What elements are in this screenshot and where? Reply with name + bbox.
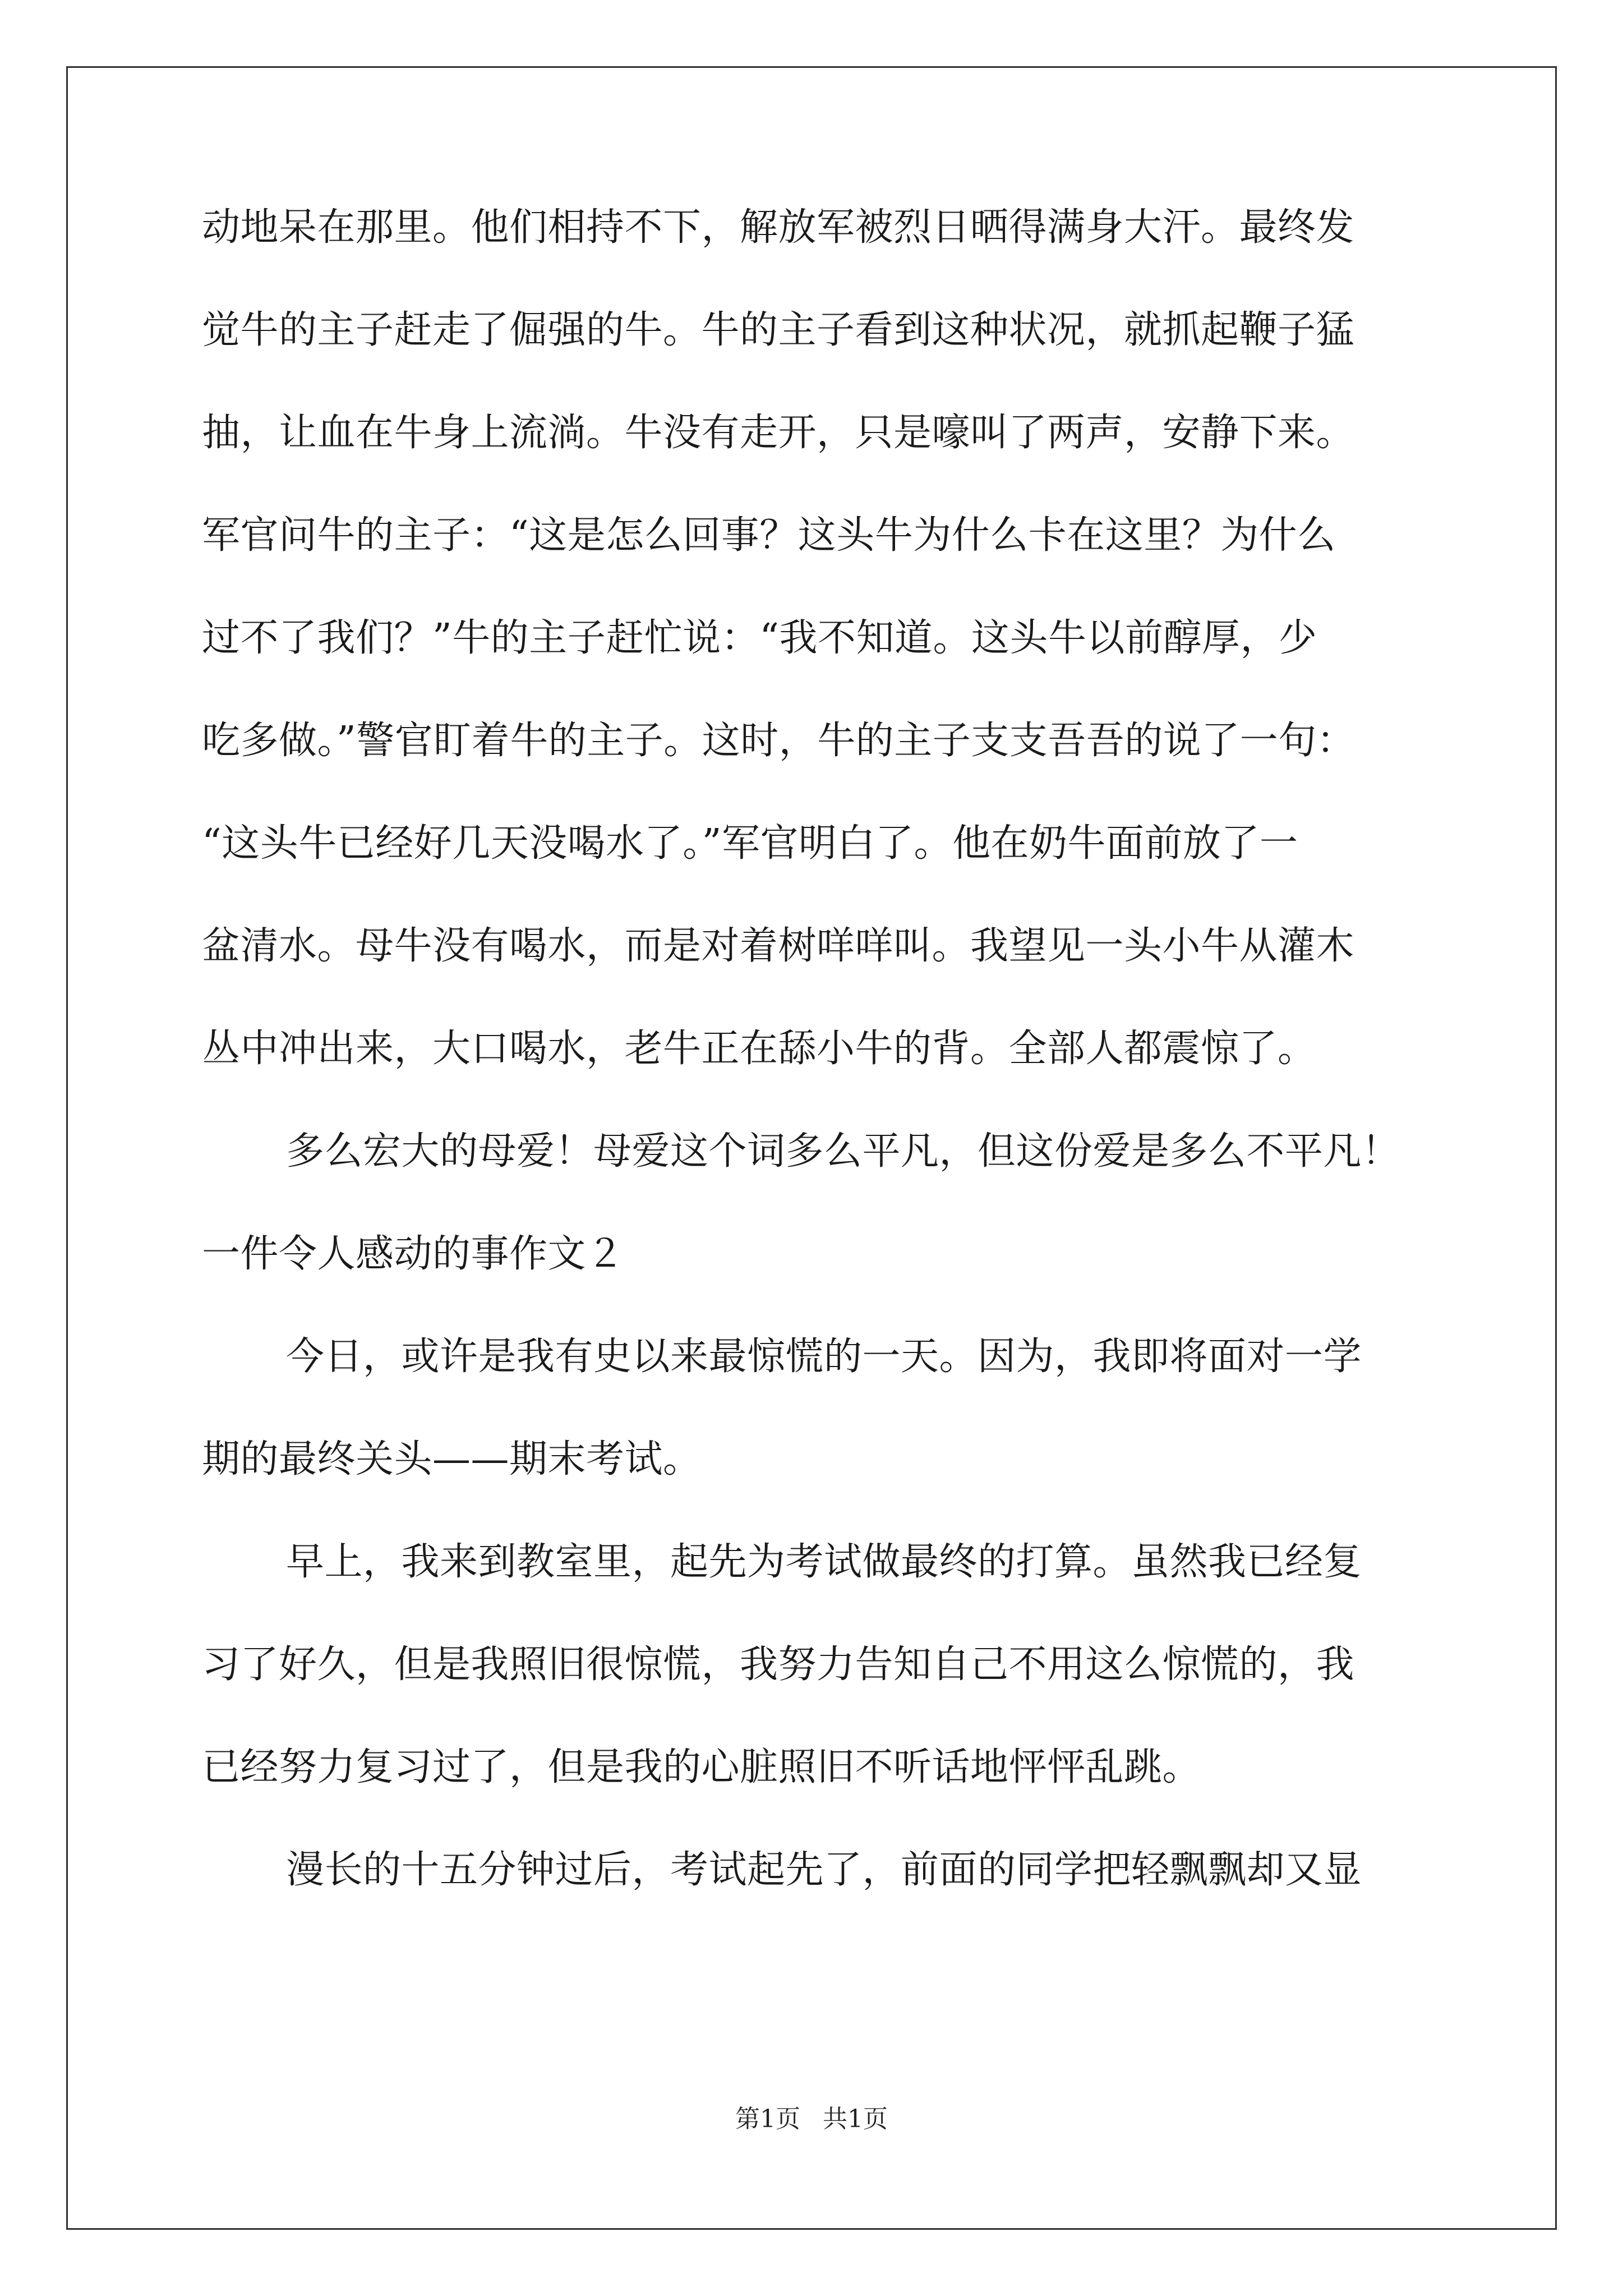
text-line: 习了好久，但是我照旧很惊慌，我努力告知自己不用这么惊慌的，我 [202,1642,1355,1687]
text-line: 过不了我们？”牛的主子赶忙说：“我不知道。这头牛以前醇厚，少 [202,616,1317,660]
section-heading: 一件令人感动的事作文２ [202,1232,625,1276]
page-number: 第1页 [735,2105,800,2133]
paragraph-first-line: 多么宏大的母爱！母爱这个词多么平凡，但这份爱是多么不平凡！ [286,1129,1400,1174]
text-line: “这头牛已经好几天没喝水了。”军官明白了。他在奶牛面前放了一 [202,821,1298,866]
paragraph-first-line: 早上，我来到教室里，起先为考试做最终的打算。虽然我已经复 [286,1540,1362,1584]
text-line: 吃多做。”警官盯着牛的主子。这时，牛的主子支支吾吾的说了一句： [202,719,1355,763]
text-line: 期的最终关头——期末考试。 [202,1437,702,1481]
text-line: 已经努力复习过了，但是我的心脏照旧不听话地怦怦乱跳。 [202,1745,1201,1789]
text-line: 丛中冲出来，大口喝水，老牛正在舔小牛的背。全部人都震惊了。 [202,1027,1316,1071]
text-line: 军官问牛的主子：“这是怎么回事？这头牛为什么卡在这里？为什么 [202,513,1336,558]
page-total: 共1页 [823,2105,888,2133]
text-line: 抽，让血在牛身上流淌。牛没有走开，只是嚎叫了两声，安静下来。 [202,411,1355,455]
text-line: 觉牛的主子赶走了倔强的牛。牛的主子看到这种状况，就抓起鞭子猛 [202,308,1355,352]
paragraph-first-line: 漫长的十五分钟过后，考试起先了，前面的同学把轻飘飘却又显 [286,1848,1362,1892]
text-line: 盆清水。母牛没有喝水，而是对着树咩咩叫。我望见一头小牛从灌木 [202,924,1355,968]
text-line: 动地呆在那里。他们相持不下，解放军被烈日晒得满身大汗。最终发 [202,205,1355,250]
page-footer [0,2105,1623,2134]
paragraph-first-line: 今日，或许是我有史以来最惊慌的一天。因为，我即将面对一学 [286,1335,1362,1379]
